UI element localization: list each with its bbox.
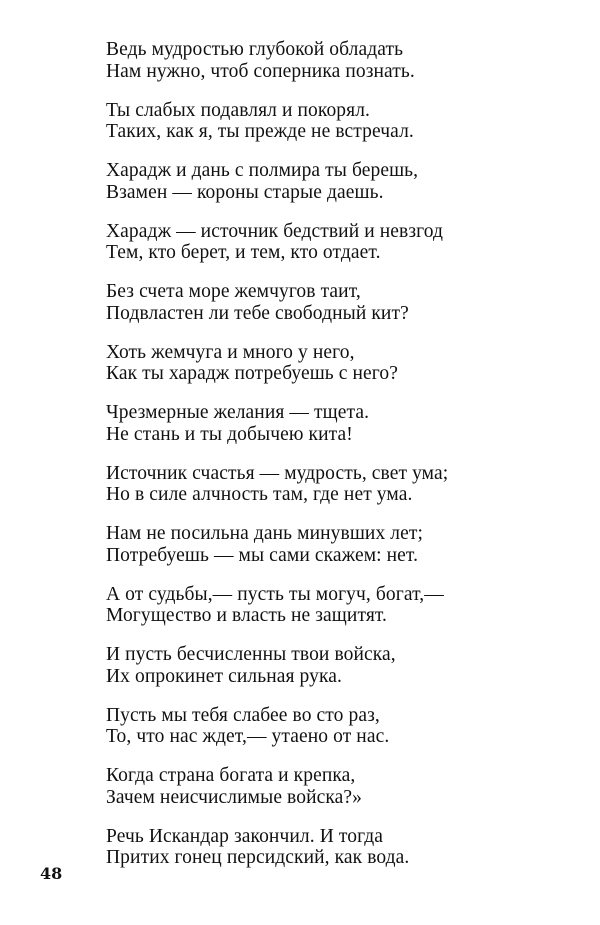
stanza-9 [106,523,576,566]
stanza-5 [106,281,576,324]
stanza-4 [106,221,576,264]
poem-line: Речь Искандар закончил. И тогда [106,825,383,847]
poem-line: Ведь мудростью глубокой обладать [106,39,404,60]
poem-line: Хоть жемчуга и много у него, [106,341,355,363]
poem-line: Харадж — источник бедствий и невзгод [106,220,444,242]
stanza-6 [106,342,576,385]
stanza-13 [106,765,576,808]
poem-line: Подвластен ли тебе свободный кит? [106,302,409,324]
poem-line: Пусть мы тебя слабее во сто раз, [106,704,380,726]
page-number: 48 [40,864,63,883]
stanza-12 [106,705,576,748]
poem-line: А от судьбы,— пусть ты могуч, богат,— [106,583,444,605]
stanza-10 [106,584,576,627]
stanza-1 [106,39,576,82]
poem-line: Притих гонец персидский, как вода. [106,847,410,868]
poem-line: Чрезмерные желания — тщета. [106,402,370,423]
stanza-8 [106,463,576,506]
poem-line: Но в силе алчность там, где нет ума. [106,484,413,505]
stanza-2 [106,100,576,143]
poem-line: Таких, как я, ты прежде не встречал. [106,121,414,142]
poem-line: Нам нужно, чтоб соперника познать. [106,60,415,82]
poem-line: Взамен — короны старые даешь. [106,181,384,203]
poem-line: Харадж и дань с полмира ты берешь, [106,160,419,181]
poem-line: Без счета море жемчугов таит, [106,281,361,302]
poem-line: Нам не посильна дань минувших лет; [106,523,424,544]
poem-line: Зачем неисчислимые войска?» [106,786,362,808]
poem-line: Когда страна богата и крепка, [106,765,356,786]
poem-line: Как ты харадж потребуешь с него? [106,363,399,384]
poem-line: Их опрокинет сильная рука. [106,665,342,687]
poem-line: Могущество и власть не защитят. [106,605,388,626]
stanza-3 [106,160,576,203]
poem-line: Ты слабых подавлял и покорял. [106,99,371,121]
poem-line: Источник счастья — мудрость, свет ума; [106,462,449,484]
poem-text [106,39,576,886]
poem-line: Потребуешь — мы сами скажем: нет. [106,544,419,566]
stanza-11 [106,644,576,687]
stanza-7 [106,402,576,445]
poem-line: И пусть бесчисленны твои войска, [106,644,396,665]
poem-line: То, что нас ждет,— утаено от нас. [106,726,390,747]
poem-line: Не стань и ты добычею кита! [106,423,353,445]
poem-line: Тем, кто берет, и тем, кто отдает. [106,242,381,263]
stanza-14 [106,826,576,869]
